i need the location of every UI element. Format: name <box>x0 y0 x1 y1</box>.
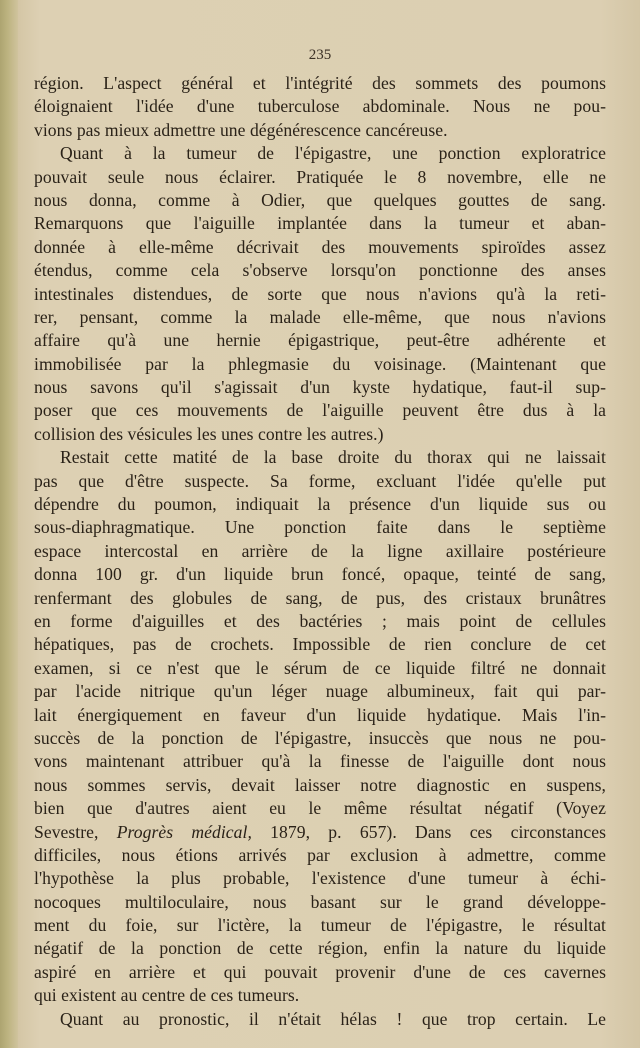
text-line: nous savons qu'il s'agissait d'un kyste hydatique, faut-il sup- <box>34 377 606 398</box>
text-line: difficiles, nous étions arrivés par exclusion à admettre, comme <box>34 844 606 865</box>
text-line: aspiré en arrière et qui pouvait provenir d'une de ces cavernes <box>34 961 606 982</box>
text-line: rer, pensant, comme la malade elle-même, que nous n'avions <box>34 306 606 327</box>
text-line: intestinales distendues, de sorte que nous n'avions qu'à la reti- <box>34 283 606 304</box>
text-line: éloignaient l'idée d'une tuberculose abdominale. Nous ne pou- <box>34 96 606 117</box>
text-line: Quant au pronostic, il n'était hélas ! que trop certain. Le <box>60 1008 606 1029</box>
text-line: Restait cette matité de la base droite du thorax qui ne laissait <box>60 447 606 468</box>
text-line: Quant à la tumeur de l'épigastre, une ponction exploratrice <box>60 143 606 164</box>
text-line: donnée à elle-même décrivait des mouvements spiroïdes assez <box>34 236 606 257</box>
text-line: sous-diaphragmatique. Une ponction faite dans le septième <box>34 517 606 538</box>
text-line: Remarquons que l'aiguille implantée dans la tumeur et aban- <box>34 213 606 234</box>
paragraph <box>34 1008 606 1031</box>
text-line: examen, si ce n'est que le sérum de ce liquide filtré ne donnait <box>34 657 606 678</box>
text-line: hépatiques, pas de crochets. Impossible de rien conclure de cet <box>34 634 606 655</box>
paragraph <box>34 142 606 446</box>
text-line: vons maintenant attribuer qu'à la finesse de l'aiguille dont nous <box>34 751 606 772</box>
text-line: lait énergiquement en faveur d'un liquide hydatique. Mais l'in- <box>34 704 606 725</box>
text-line: qui existent au centre de ces tumeurs. <box>34 985 300 1006</box>
text-line: l'hypothèse la plus probable, l'existence d'une tumeur à échi- <box>34 868 606 889</box>
text-line: Sevestre, Progrès médical, 1879, p. 657). Dans ces circonstances <box>34 821 606 842</box>
text-line: pouvait seule nous éclairer. Pratiquée le 8 novembre, elle ne <box>34 166 606 187</box>
text-line: négatif de la ponction de cette région, enfin la nature du liquide <box>34 938 606 959</box>
paragraph <box>34 72 606 142</box>
text-line: succès de la ponction de l'épigastre, insuccès que nous ne pou- <box>34 727 606 748</box>
text-line: pas que d'être suspecte. Sa forme, excluant l'idée qu'elle put <box>34 470 606 491</box>
text-line: dépendre du poumon, indiquait la présence d'un liquide sus ou <box>34 494 606 515</box>
book-page <box>34 47 606 1031</box>
text-line: par l'acide nitrique qu'un léger nuage albumineux, fait qui par- <box>34 681 606 702</box>
text-line: collision des vésicules les unes contre les autres.) <box>34 423 384 444</box>
text-line: en forme d'aiguilles et des bactéries ; mais point de cellules <box>34 610 606 631</box>
binding-edge <box>0 0 18 1048</box>
text-line: ment du foie, sur l'ictère, la tumeur de l'épigastre, le résultat <box>34 915 606 936</box>
text-line: nous sommes servis, devait laisser notre diagnostic en suspens, <box>34 774 606 795</box>
page-number: 235 <box>308 47 332 63</box>
text-line: espace intercostal en arrière de la ligne axillaire postérieure <box>34 540 606 561</box>
body-text <box>34 72 606 1031</box>
text-line: donna 100 gr. d'un liquide brun foncé, opaque, teinté de sang, <box>34 564 606 585</box>
text-line: vions pas mieux admettre une dégénérescence cancéreuse. <box>34 119 448 140</box>
text-line: nocoques multiloculaire, nous basant sur le grand développe- <box>34 891 606 912</box>
text-line: étendus, comme cela s'observe lorsqu'on ponctionne des anses <box>34 260 606 281</box>
text-line: bien que d'autres aient eu le même résultat négatif (Voyez <box>34 798 606 819</box>
text-line: région. L'aspect général et l'intégrité des sommets des poumons <box>34 73 606 93</box>
text-line: poser que ces mouvements de l'aiguille peuvent être dus à la <box>34 400 606 421</box>
text-line: immobilisée par la phlegmasie du voisinage. (Maintenant que <box>34 353 606 374</box>
paragraph <box>34 446 606 1007</box>
text-line: nous donna, comme à Odier, que quelques gouttes de sang. <box>34 189 606 210</box>
text-line: renfermant des globules de sang, de pus, des cristaux brunâtres <box>34 587 606 608</box>
text-line: affaire qu'à une hernie épigastrique, peut-être adhérente et <box>34 330 606 351</box>
